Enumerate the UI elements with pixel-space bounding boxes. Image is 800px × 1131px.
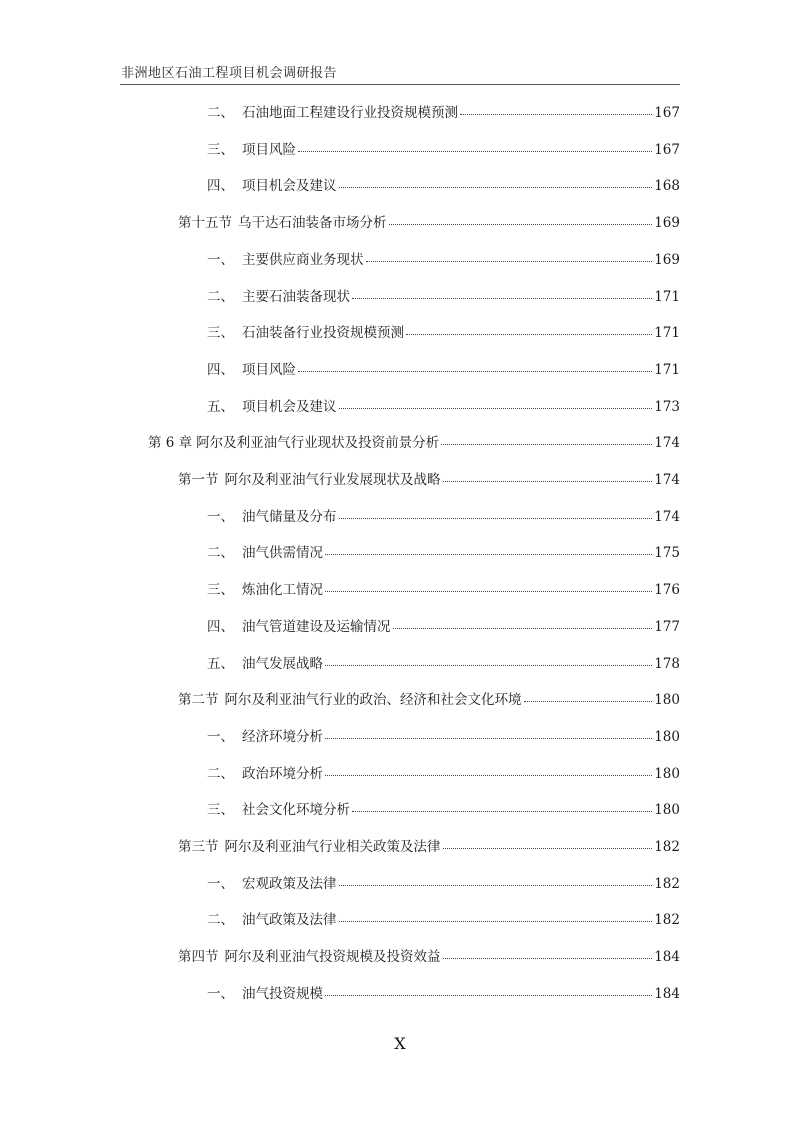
toc-entry-page: 175 (654, 545, 680, 561)
dot-leader (366, 261, 653, 262)
dot-leader (524, 701, 653, 702)
toc-entry-number: 第三节 (178, 839, 219, 855)
toc-entry-number: 四、 (207, 619, 234, 635)
toc-entry-title: 阿尔及利亚油气行业现状及投资前景分析 (196, 435, 440, 451)
dot-leader (339, 518, 653, 519)
dot-leader (339, 187, 653, 188)
toc-entry-title: 油气储量及分布 (242, 509, 337, 525)
running-header: 非洲地区石油工程项目机会调研报告 (121, 66, 338, 81)
toc-entry[interactable] (207, 103, 680, 123)
toc-entry-page: 171 (654, 362, 680, 378)
toc-entry[interactable] (148, 433, 680, 453)
dot-leader (325, 591, 652, 592)
toc-entry-number: 一、 (207, 729, 234, 745)
toc-entry[interactable] (207, 250, 680, 270)
toc-entry-page: 169 (654, 215, 680, 231)
toc-entry-number: 三、 (207, 142, 234, 158)
toc-entry-title: 炼油化工情况 (242, 582, 323, 598)
dot-leader (339, 408, 653, 409)
toc-entry[interactable] (178, 213, 680, 233)
toc-entry-number: 第十五节 (178, 215, 232, 231)
dot-leader (339, 885, 653, 886)
toc-entry[interactable] (207, 397, 680, 417)
toc-entry-title: 项目机会及建议 (242, 399, 337, 415)
toc-entry-title: 石油地面工程建设行业投资规模预测 (242, 105, 458, 121)
toc-entry-page: 180 (654, 692, 680, 708)
toc-entry-title: 阿尔及利亚油气行业相关政策及法律 (224, 839, 441, 855)
toc-entry-title: 油气管道建设及运输情况 (242, 619, 391, 635)
toc-entry-title: 油气供需情况 (242, 545, 323, 561)
toc-entry-page: 182 (654, 876, 680, 892)
dot-leader (352, 298, 652, 299)
toc-entry-page: 180 (654, 729, 680, 745)
toc-entry-number: 二、 (207, 912, 234, 928)
page-number: X (394, 1034, 406, 1053)
toc-entry-page: 178 (654, 656, 680, 672)
dot-leader (443, 848, 653, 849)
toc-entry[interactable] (207, 543, 680, 563)
toc-entry-number: 一、 (207, 509, 234, 525)
toc-entry-number: 四、 (207, 178, 234, 194)
toc-entry[interactable] (207, 910, 680, 930)
toc-entry-page: 171 (654, 289, 680, 305)
toc-entry-page: 168 (654, 178, 680, 194)
toc-entry-page: 174 (654, 509, 680, 525)
toc-entry[interactable] (207, 984, 680, 1004)
toc-entry-title: 项目机会及建议 (242, 178, 337, 194)
toc-entry-number: 三、 (207, 582, 234, 598)
toc-entry-page: 177 (654, 619, 680, 635)
toc-entry-number: 二、 (207, 105, 234, 121)
toc-entry[interactable] (207, 727, 680, 747)
toc-entry-title: 经济环境分析 (242, 729, 323, 745)
dot-leader (443, 958, 653, 959)
toc-entry[interactable] (178, 947, 680, 967)
dot-leader (298, 371, 652, 372)
toc-entry-title: 项目风险 (242, 142, 296, 158)
toc-entry-number: 二、 (207, 289, 234, 305)
toc-entry-page: 182 (654, 839, 680, 855)
dot-leader (393, 628, 653, 629)
toc-entry[interactable] (207, 874, 680, 894)
dot-leader (325, 738, 652, 739)
toc-entry-number: 一、 (207, 876, 234, 892)
toc-entry-page: 167 (654, 142, 680, 158)
toc-entry-title: 油气政策及法律 (242, 912, 337, 928)
toc-entry-title: 主要石油装备现状 (242, 289, 350, 305)
toc-entry[interactable] (207, 617, 680, 637)
toc-entry[interactable] (178, 690, 680, 710)
toc-entry-title: 主要供应商业务现状 (242, 252, 364, 268)
toc-entry-title: 阿尔及利亚油气投资规模及投资效益 (224, 949, 441, 965)
toc-entry-page: 174 (654, 435, 680, 451)
dot-leader (406, 334, 652, 335)
toc-entry-title: 宏观政策及法律 (242, 876, 337, 892)
toc-entry-number: 第二节 (178, 692, 219, 708)
toc-entry-page: 169 (654, 252, 680, 268)
toc-entry-title: 油气发展战略 (242, 656, 323, 672)
toc-entry-number: 五、 (207, 399, 234, 415)
toc-entry[interactable] (207, 323, 680, 343)
toc-entry-title: 政治环境分析 (242, 766, 323, 782)
toc-entry[interactable] (207, 764, 680, 784)
toc-entry-page: 174 (654, 472, 680, 488)
toc-entry-number: 五、 (207, 656, 234, 672)
toc-entry-title: 阿尔及利亚油气行业的政治、经济和社会文化环境 (224, 692, 522, 708)
toc-entry-number: 三、 (207, 802, 234, 818)
toc-entry[interactable] (207, 507, 680, 527)
toc-entry[interactable] (207, 580, 680, 600)
toc-entry-page: 167 (654, 105, 680, 121)
toc-entry[interactable] (178, 837, 680, 857)
toc-entry-title: 石油装备行业投资规模预测 (242, 325, 404, 341)
toc-entry-number: 第四节 (178, 949, 219, 965)
toc-entry-number: 第一节 (178, 472, 219, 488)
dot-leader (325, 665, 652, 666)
toc-entry-number: 二、 (207, 766, 234, 782)
toc-entry-page: 171 (654, 325, 680, 341)
toc-entry-number: 一、 (207, 252, 234, 268)
dot-leader (298, 151, 652, 152)
toc-entry-title: 阿尔及利亚油气行业发展现状及战略 (224, 472, 441, 488)
toc-entry[interactable] (207, 360, 680, 380)
dot-leader (352, 811, 652, 812)
toc-entry-number: 第 6 章 (148, 435, 193, 451)
dot-leader (389, 224, 653, 225)
dot-leader (443, 481, 653, 482)
toc-entry[interactable] (207, 176, 680, 196)
toc-entry-page: 184 (654, 986, 680, 1002)
toc-entry-page: 182 (654, 912, 680, 928)
dot-leader (325, 775, 652, 776)
dot-leader (325, 995, 652, 996)
toc-entry-title: 社会文化环境分析 (242, 802, 350, 818)
toc-entry-number: 三、 (207, 325, 234, 341)
toc-entry-page: 180 (654, 802, 680, 818)
toc-entry-page: 184 (654, 949, 680, 965)
toc-entry-title: 项目风险 (242, 362, 296, 378)
toc-entry-title: 乌干达石油装备市场分析 (238, 215, 387, 231)
toc-entry[interactable] (207, 800, 680, 820)
toc-entry[interactable] (207, 654, 680, 674)
toc-entry-number: 一、 (207, 986, 234, 1002)
toc-entry[interactable] (207, 287, 680, 307)
dot-leader (441, 444, 652, 445)
dot-leader (339, 921, 653, 922)
toc-entry-title: 油气投资规模 (242, 986, 323, 1002)
toc-entry-number: 二、 (207, 545, 234, 561)
toc-entry-page: 173 (654, 399, 680, 415)
toc-entry-page: 176 (654, 582, 680, 598)
toc-entry-number: 四、 (207, 362, 234, 378)
dot-leader (325, 554, 652, 555)
toc-entry[interactable] (207, 140, 680, 160)
dot-leader (460, 114, 652, 115)
toc-entry[interactable] (178, 470, 680, 490)
toc-entry-page: 180 (654, 766, 680, 782)
